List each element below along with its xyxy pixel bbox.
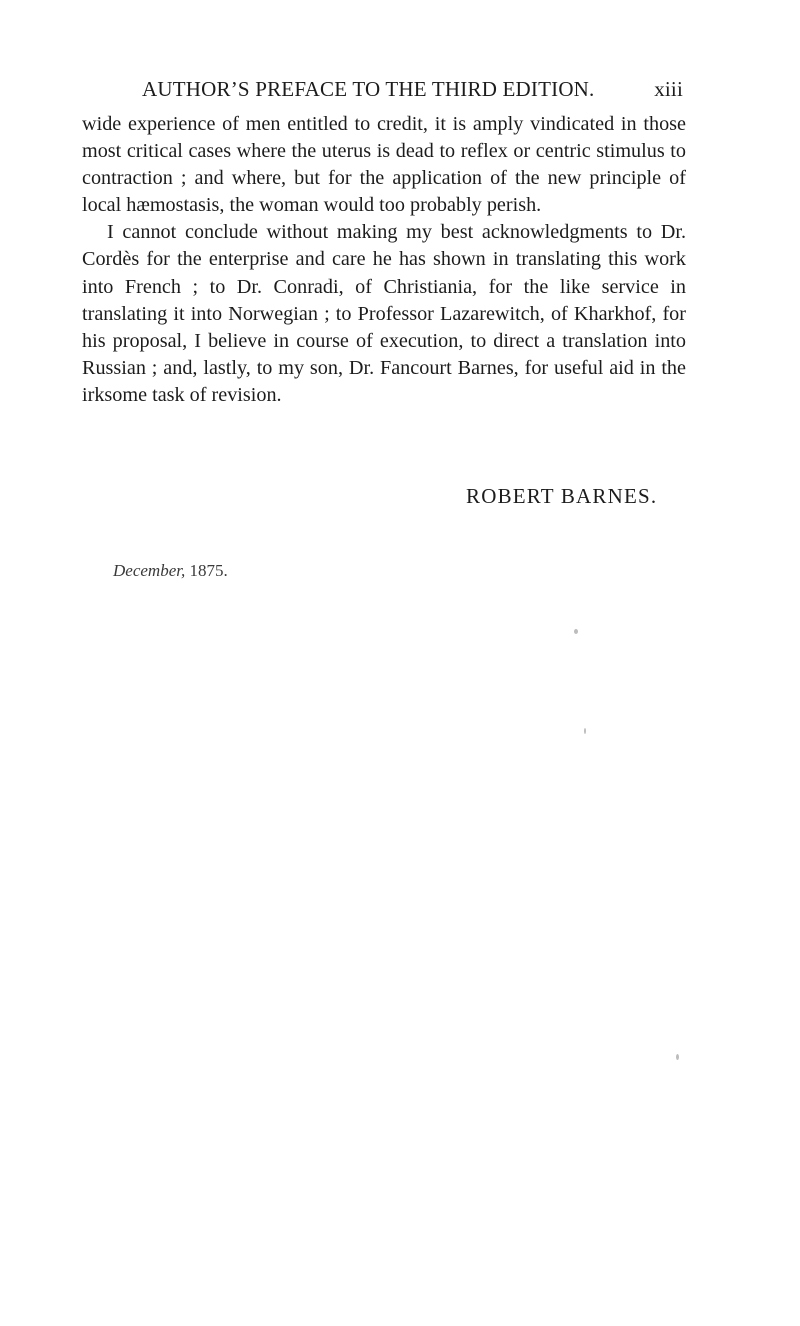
dateline-year: 1875. — [189, 561, 228, 580]
paragraph-continued: wide experience of men entitled to credit, it is amply vindicated in those most critical cases where the uterus is dead to reflex or centric stimulus to contraction ; and where, but for the application of the new principle of local hæmostasis, the woman would too probably perish. — [82, 113, 686, 217]
author-signature: ROBERT BARNES. — [466, 484, 658, 508]
running-title: AUTHOR’S PREFACE TO THE THIRD EDITION. — [142, 77, 595, 101]
scan-speck — [574, 629, 578, 634]
dateline — [113, 561, 228, 581]
page-number: xiii — [654, 77, 683, 101]
running-head — [0, 77, 800, 105]
paragraph-acknowledgments: I cannot conclude without making my best acknowledgments to Dr. Cordès for the enterprise and care he has shown in translating this work into French ; to Dr. Conradi, of Christiania, for the like service in translating it into Norwegian ; to Professor Lazarewitch, of Kharkhof, for his proposal, I believe in course of execution, to direct a translation into Russian ; and, lastly, to my son, Dr. Fancourt Barnes, for useful aid in the irksome task of revision. — [82, 221, 686, 406]
preface-body — [82, 111, 686, 409]
scan-speck — [676, 1054, 679, 1060]
dateline-month: December, — [113, 561, 186, 580]
scan-speck — [584, 728, 586, 734]
